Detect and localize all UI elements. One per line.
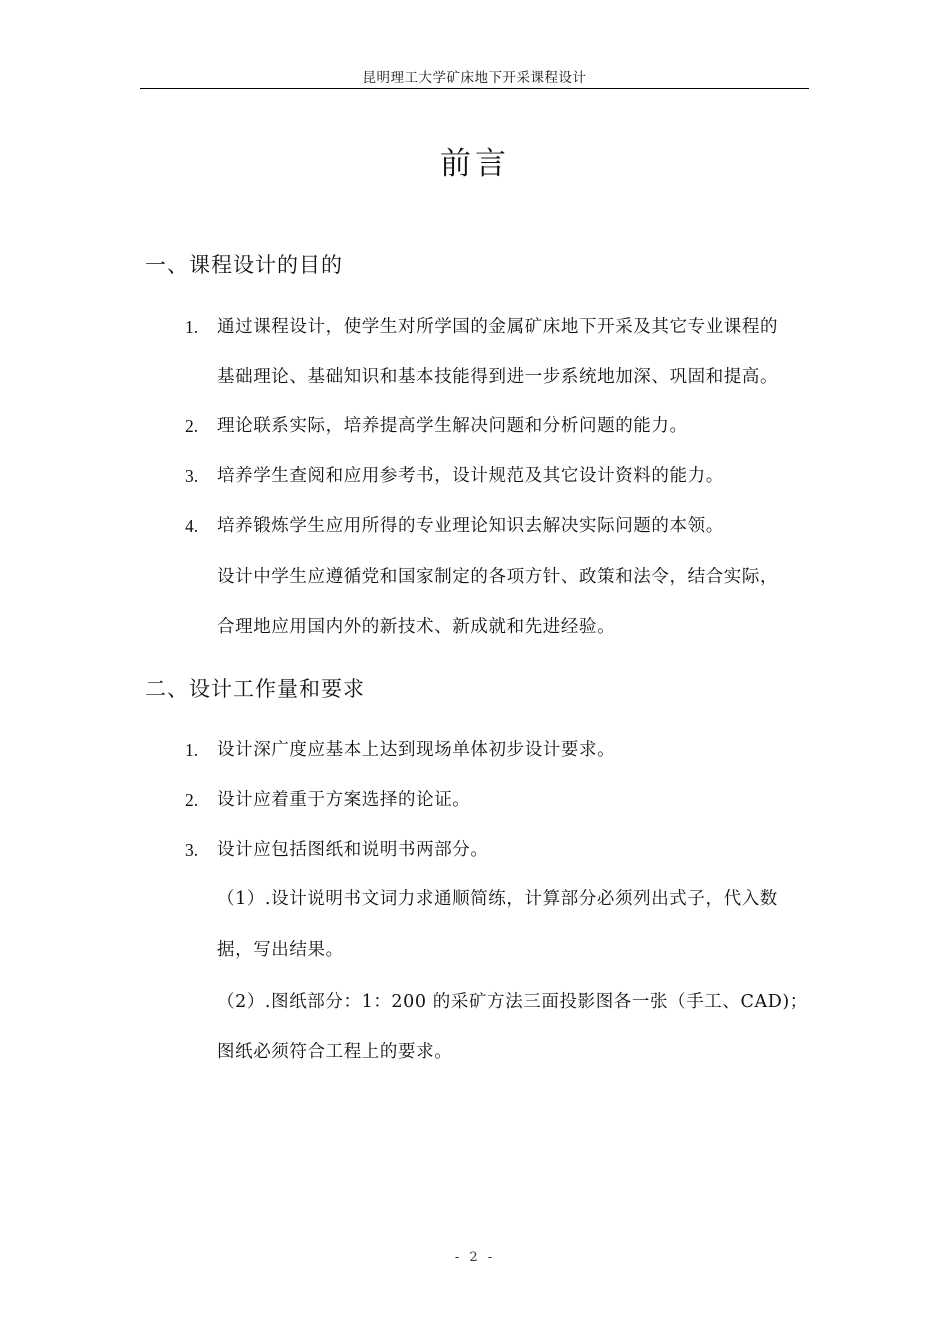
list-item-number: 1. <box>185 740 199 760</box>
sub-item-text: （2）.图纸部分：1：200 的采矿方法三面投影图各一张（手工、CAD)； <box>217 992 808 1012</box>
section-heading-requirements: 二、设计工作量和要求 <box>145 677 365 701</box>
list-item-text: 设计应包括图纸和说明书两部分。 <box>217 840 489 860</box>
list-item-number: 2. <box>185 790 199 810</box>
list-item-text: 设计中学生应遵循党和国家制定的各项方针、政策和法令，结合实际， <box>217 567 779 587</box>
section-heading-purpose: 一、课程设计的目的 <box>145 253 343 277</box>
sub-item-text: （1）.设计说明书文词力求通顺简练，计算部分必须列出式子，代入数 <box>217 889 778 909</box>
sub-item-text: 据，写出结果。 <box>217 940 344 960</box>
list-item-number: 1. <box>185 317 199 337</box>
sub-item-text: 图纸必须符合工程上的要求。 <box>217 1042 453 1062</box>
list-item-text: 设计深广度应基本上达到现场单体初步设计要求。 <box>217 740 616 760</box>
list-item-number: 2. <box>185 416 199 436</box>
page-number: - 2 - <box>454 1250 496 1265</box>
list-item-text: 设计应着重于方案选择的论证。 <box>217 790 471 810</box>
list-item-number: 3. <box>185 840 199 860</box>
list-item-number: 4. <box>185 516 199 536</box>
list-item-text: 理论联系实际，培养提高学生解决问题和分析问题的能力。 <box>217 416 688 436</box>
running-header: 昆明理工大学矿床地下开采课程设计 <box>362 70 587 86</box>
list-item-text: 合理地应用国内外的新技术、新成就和先进经验。 <box>217 617 616 637</box>
list-item-text: 通过课程设计，使学生对所学国的金属矿床地下开采及其它专业课程的 <box>217 317 779 337</box>
page-title: 前言 <box>440 146 510 182</box>
list-item-text: 基础理论、基础知识和基本技能得到进一步系统地加深、巩固和提高。 <box>217 367 779 387</box>
list-item-text: 培养锻炼学生应用所得的专业理论知识去解决实际问题的本领。 <box>217 516 724 536</box>
list-item-text: 培养学生查阅和应用参考书，设计规范及其它设计资料的能力。 <box>217 466 724 486</box>
list-item-number: 3. <box>185 466 199 486</box>
header-divider <box>140 88 809 89</box>
